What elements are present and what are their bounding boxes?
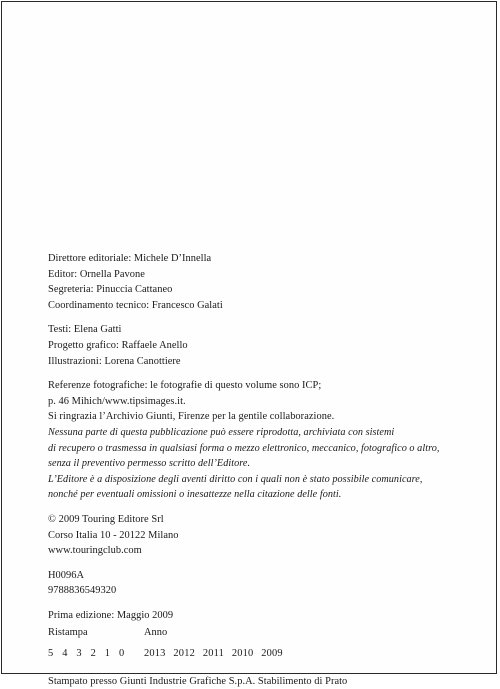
notice-line-2: di recupero o trasmessa in qualsiasi forma o mezzo elettronico, meccanico, fotografico o altro, (48, 442, 440, 454)
direttore-line: Direttore editoriale: Michele D’Innella (48, 253, 212, 264)
copyright-line: © 2009 Touring Editore Srl (48, 513, 164, 525)
edition-info (48, 608, 468, 662)
colophon-content (48, 251, 468, 689)
photo-ref-line-3: Si ringrazia l’Archivio Giunti, Firenze per la gentile collaborazione. (48, 411, 335, 423)
year-item: 2011 (202, 648, 225, 660)
year-item: 2009 (261, 648, 283, 660)
book-codes (48, 568, 468, 599)
ristampa-numbers-row (48, 646, 468, 662)
photo-ref-line-2: p. 46 Mihich/www.tipsimages.it. (48, 395, 186, 407)
website-line: www.touringclub.com (48, 545, 142, 557)
printer-line: Stampato presso Giunti Industrie Grafiche S.p.A. Stabilimento di Prato (48, 675, 348, 687)
colophon-page (1, 1, 497, 687)
ristampa-numbers: 5 4 3 2 1 0 (48, 648, 128, 660)
isbn-line: 9788836549320 (48, 585, 117, 597)
years-list (144, 646, 288, 662)
editor-line: Editor: Ornella Pavone (48, 268, 145, 280)
year-item: 2012 (173, 648, 195, 660)
prima-edizione-line: Prima edizione: Maggio 2009 (48, 609, 174, 621)
year-item: 2013 (144, 648, 166, 660)
editorial-credits (48, 251, 468, 313)
notice-line-1: Nessuna parte di questa pubblicazione può essere riprodotta, archiviata con sistemi (48, 426, 395, 438)
ristampa-header-row (48, 625, 468, 641)
address-line: Corso Italia 10 - 20122 Milano (48, 529, 179, 541)
photo-ref-line-1: Referenze fotografiche: le fotografie di questo volume sono ICP; (48, 380, 322, 392)
illustrazioni-line: Illustrazioni: Lorena Canottiere (48, 355, 181, 367)
segreteria-line: Segreteria: Pinuccia Cattaneo (48, 284, 173, 296)
copyright-notice (48, 425, 468, 503)
testi-line: Testi: Elena Gatti (48, 324, 122, 336)
photo-references (48, 378, 468, 425)
author-credits (48, 322, 468, 369)
notice-line-4: L’Editore è a disposizione degli aventi diritto con i quali non è stato possibile comunicare, (48, 473, 423, 485)
notice-line-5: nonché per eventuali omissioni o inesattezze nella citazione delle fonti. (48, 489, 342, 501)
printer-info (48, 674, 468, 689)
year-item: 2010 (231, 648, 254, 660)
ristampa-label: Ristampa (48, 627, 88, 639)
anno-label: Anno (144, 627, 168, 639)
notice-line-3: senza il preventivo permesso scritto dell’Editore. (48, 458, 251, 470)
publisher-info (48, 512, 468, 559)
coordinamento-line: Coordinamento tecnico: Francesco Galati (48, 299, 223, 311)
product-code: H0096A (48, 569, 85, 581)
progetto-line: Progetto grafico: Raffaele Anello (48, 339, 188, 351)
